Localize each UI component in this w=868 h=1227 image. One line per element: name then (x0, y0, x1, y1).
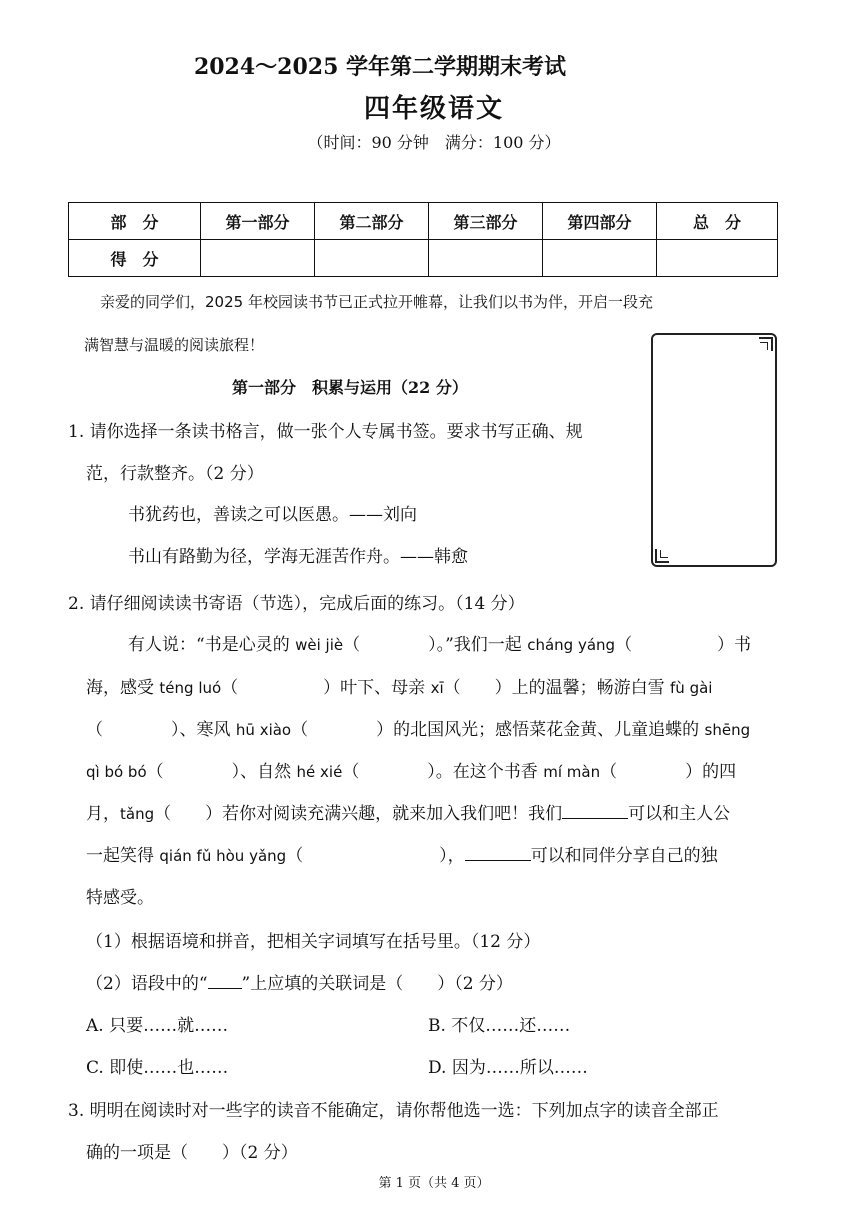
page-footer: 第 1 页（共 4 页） (378, 1176, 490, 1191)
pinyin: hé xié (296, 763, 343, 781)
score-cell-total[interactable] (657, 240, 778, 277)
q2-paragraph-line-2: 海，感受 téng luó（ ）叶下、母亲 xī（ ）上的温馨；畅游白雪 fù gài (86, 678, 713, 698)
score-header-part1: 第一部分 (201, 203, 315, 240)
q1-quote-2: 书山有路勤为径，学海无涯苦作舟。——韩愈 (128, 547, 468, 567)
q2-title: 2. 请仔细阅读读书寄语（节选），完成后面的练习。（14 分） (68, 594, 525, 614)
score-cell-part3[interactable] (429, 240, 543, 277)
score-table-header-row (69, 203, 778, 240)
q2-paragraph-line-4: qì bó bó（ ）、自然 hé xié（ ）。在这个书香 mí màn（ ）的四 (86, 762, 737, 782)
intro-line-1: 亲爱的同学们，2025 年校园读书节已正式拉开帷幕，让我们以书为伴，开启一段充 (100, 293, 653, 311)
pinyin: tǎng (120, 805, 155, 823)
q2-paragraph-line-6: 一起笑得 qián fǔ hòu yǎng（ ）， 可以和同伴分享自己的独 (86, 846, 718, 866)
exam-info: （时间：90 分钟 满分：100 分） (307, 133, 561, 152)
bookmark-corner-ornament (759, 337, 773, 351)
bookmark-corner-ornament (655, 549, 669, 563)
score-cell-part4[interactable] (543, 240, 657, 277)
q2-paragraph-line-1: 有人说：“书是心灵的 wèi jiè（ ）。”我们一起 cháng yáng（ ）书 (128, 635, 752, 655)
q2-paragraph-line-3: （ ）、寒风 hū xiào（ ）的北国风光；感悟菜花金黄、儿童追蝶的 shēng (86, 720, 751, 740)
pinyin: téng luó (159, 679, 222, 697)
option-a[interactable]: A. 只要……就…… (86, 1016, 229, 1036)
q2-paragraph-line-7: 特感受。 (86, 888, 154, 908)
pinyin: qián fǔ hòu yǎng (159, 847, 287, 865)
pinyin: mí màn (543, 763, 601, 781)
fill-blank[interactable] (562, 803, 628, 819)
part1-heading: 第一部分 积累与运用（22 分） (232, 378, 468, 397)
exam-title: 2024～2025 学年第二学期期末考试 (193, 54, 567, 80)
score-header-part4: 第四部分 (543, 203, 657, 240)
score-header-part3: 第三部分 (429, 203, 543, 240)
score-cell-part1[interactable] (201, 240, 315, 277)
q3-line-1: 3. 明明在阅读时对一些字的读音不能确定，请你帮他选一选：下列加点字的读音全部正 (68, 1101, 719, 1121)
q3-line-2: 确的一项是（ ）（2 分） (86, 1143, 298, 1163)
score-header-part2: 第二部分 (315, 203, 429, 240)
score-table (68, 202, 778, 277)
fill-blank[interactable] (208, 973, 242, 989)
score-header-part: 部 分 (69, 203, 201, 240)
option-b[interactable]: B. 不仅……还…… (428, 1016, 571, 1036)
q2-paragraph-line-5: 月，tǎng（ ）若你对阅读充满兴趣，就来加入我们吧！我们 可以和主人公 (86, 804, 731, 824)
pinyin: shēng (704, 721, 751, 739)
pinyin: fù gài (670, 679, 713, 697)
fill-blank[interactable] (465, 845, 531, 861)
pinyin: qì bó bó (86, 763, 147, 781)
score-row-label: 得 分 (69, 240, 201, 277)
pinyin: wèi jiè (295, 636, 344, 654)
option-c[interactable]: C. 即使……也…… (86, 1058, 229, 1078)
score-table-score-row (69, 240, 778, 277)
q2-sub1: （1）根据语境和拼音，把相关字词填写在括号里。（12 分） (86, 932, 541, 952)
pinyin: xī (430, 679, 444, 697)
q2-sub2: （2）语段中的“ ”上应填的关联词是（ ）（2 分） (86, 974, 513, 994)
q1-line-1: 1. 请你选择一条读书格言，做一张个人专属书签。要求书写正确、规 (68, 422, 583, 442)
option-d[interactable]: D. 因为……所以…… (428, 1058, 588, 1078)
q1-line-2: 范，行款整齐。（2 分） (86, 464, 264, 484)
pinyin: cháng yáng (527, 636, 616, 654)
score-header-total: 总 分 (657, 203, 778, 240)
exam-subject: 四年级语文 (363, 94, 504, 124)
bookmark-box[interactable] (651, 333, 777, 567)
q1-quote-1: 书犹药也，善读之可以医愚。——刘向 (128, 505, 417, 525)
pinyin: hū xiào (235, 721, 292, 739)
intro-line-2: 满智慧与温暖的阅读旅程！ (84, 336, 265, 354)
score-cell-part2[interactable] (315, 240, 429, 277)
